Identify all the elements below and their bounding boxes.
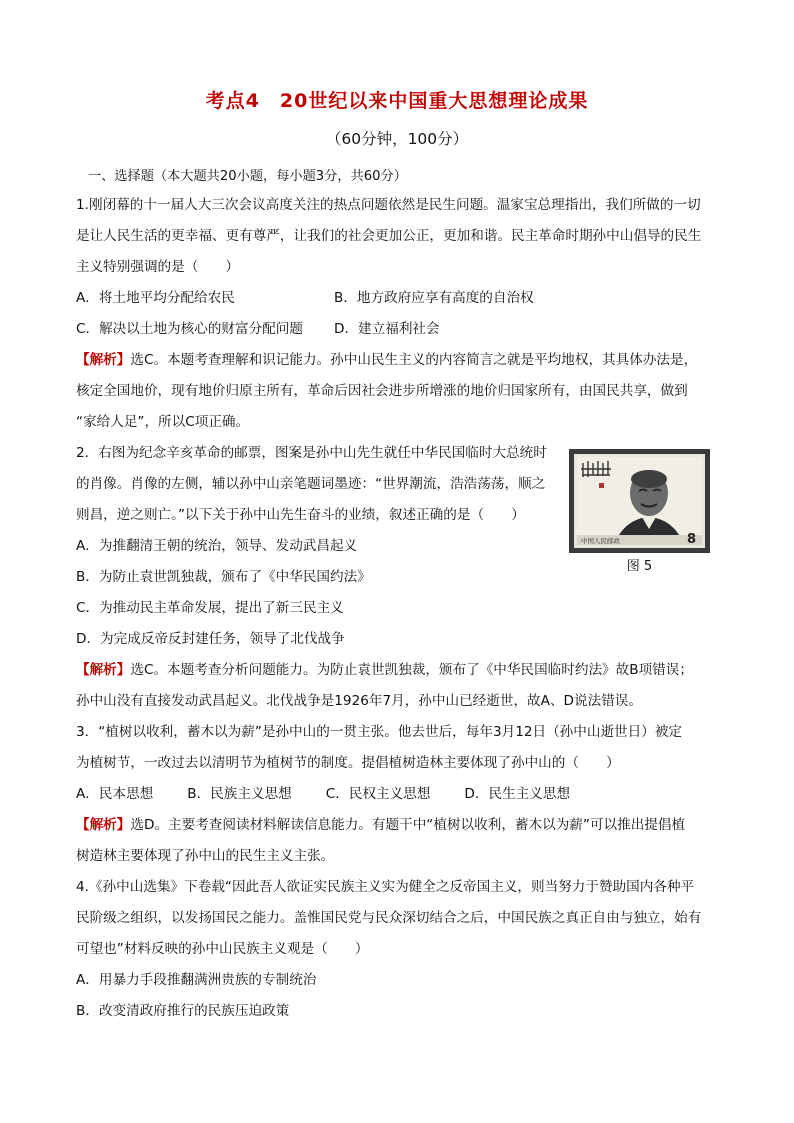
q2-analysis (76, 655, 718, 686)
q3-option-a: A．民本思想 (76, 786, 154, 802)
section-heading: 一、选择题（本大题共20小题，每小题3分，共60分） (88, 169, 407, 184)
q2-stem-line: 的肖像。肖像的左侧，辅以孙中山亲笔题词墨迹：“世界潮流，浩浩荡荡，顺之 (76, 476, 546, 492)
q2-stem-line: 则昌，逆之则亡。”以下关于孙中山先生奋斗的业绩，叙述正确的是（ ） (76, 507, 525, 523)
q2-option-c: C．为推动民主革命发展，提出了新三民主义 (76, 600, 344, 616)
q1-stem-line: 1.刚闭幕的十一届人大三次会议高度关注的热点问题依然是民生问题。温家宝总理指出，我们所做的一切 (76, 197, 701, 213)
q1-option-a: A．将土地平均分配给农民 (76, 290, 235, 306)
q1-analysis (76, 345, 718, 376)
q1-options-row (76, 314, 718, 345)
q3-analysis (76, 810, 718, 841)
svg-text:8: 8 (687, 532, 697, 547)
analysis-label: 【解析】 (76, 817, 131, 833)
q4-stem-line: 可望也”材料反映的孙中山民族主义观是（ ） (76, 941, 369, 957)
q2-analysis-line: 选C。本题考查分析问题能力。为防止袁世凯独裁，颁布了《中华民国临时约法》故B项错误； (130, 662, 693, 678)
questions-body (76, 190, 718, 1027)
q4-stem-line: 民阶级之组织，以发扬国民之能力。盖惟国民党与民众深切结合之后，中国民族之真正自由与独立，始有 (76, 910, 702, 926)
q3-options-row (76, 779, 718, 810)
analysis-label: 【解析】 (76, 662, 131, 678)
q3-option-b: B．民族主义思想 (187, 786, 292, 802)
q2-option-d: D．为完成反帝反封建任务，领导了北伐战争 (76, 631, 345, 647)
q1-option-d: D．建立福利社会 (334, 321, 440, 337)
q3-analysis-line: 树造林主要体现了孙中山的民生主义主张。 (76, 848, 335, 864)
page-subtitle: （60分钟，100分） (325, 130, 469, 148)
q4-option-a: A．用暴力手段推翻满洲贵族的专制统治 (76, 972, 317, 988)
figure-caption: 图 5 (626, 559, 653, 574)
q2-option-a: A．为推翻清王朝的统治，领导、发动武昌起义 (76, 538, 358, 554)
q2-stem-line: 2．右图为纪念辛亥革命的邮票，图案是孙中山先生就任中华民国临时大总统时 (76, 445, 547, 461)
q3-stem-line: 为植树节，一改过去以清明节为植树节的制度。提倡植树造林主要体现了孙中山的（ ） (76, 755, 620, 771)
q1-analysis-line: 选C。本题考查理解和识记能力。孙中山民生主义的内容简言之就是平均地权，其具体办法是， (130, 352, 698, 368)
q1-options-row (76, 283, 718, 314)
q1-analysis-line: 核定全国地价，现有地价归原主所有，革命后因社会进步所增涨的地价归国家所有，由国民共享，做到 (76, 383, 688, 399)
stamp-caption: 中国人民邮政 (581, 537, 620, 545)
q1-analysis-line: “家给人足”，所以C项正确。 (76, 414, 250, 430)
sun-yatsen-stamp-image (569, 449, 710, 553)
q3-option-d: D．民生主义思想 (464, 786, 571, 802)
page-title: 考点4 20世纪以来中国重大思想理论成果 (205, 90, 589, 112)
q1-option-c: C．解决以土地为核心的财富分配问题 (76, 321, 303, 337)
q2-analysis-line: 孙中山没有直接发动武昌起义。北伐战争是1926年7月，孙中山已经逝世，故A、D说法错误。 (76, 693, 642, 709)
q2-option-b: B．为防止袁世凯独裁，颁布了《中华民国约法》 (76, 569, 371, 585)
q1-option-b: B．地方政府应享有高度的自治权 (334, 290, 534, 306)
q3-analysis-line: 选D。主要考查阅读材料解读信息能力。有题干中“植树以收利，蓄木以为薪”可以推出提倡植 (130, 817, 686, 833)
q4-option-b: B．改变清政府推行的民族压迫政策 (76, 1003, 290, 1019)
q4-stem-line: 4.《孙中山选集》下卷载“因此吾人欲证实民族主义实为健全之反帝国主义，则当努力于赞助国内各种平 (76, 879, 695, 895)
q3-option-c: C．民权主义思想 (325, 786, 431, 802)
q1-stem-line: 是让人民生活的更幸福、更有尊严，让我们的社会更加公正，更加和谐。民主革命时期孙中山倡导的民生 (76, 228, 702, 244)
q3-stem-line: 3．“植树以收利，蓄木以为薪”是孙中山的一贯主张。他去世后，每年3月12日（孙中山逝世日）被定 (76, 724, 683, 740)
analysis-label: 【解析】 (76, 352, 131, 368)
q1-stem-line: 主义特别强调的是（ ） (76, 259, 240, 275)
stamp-figure (569, 449, 710, 574)
